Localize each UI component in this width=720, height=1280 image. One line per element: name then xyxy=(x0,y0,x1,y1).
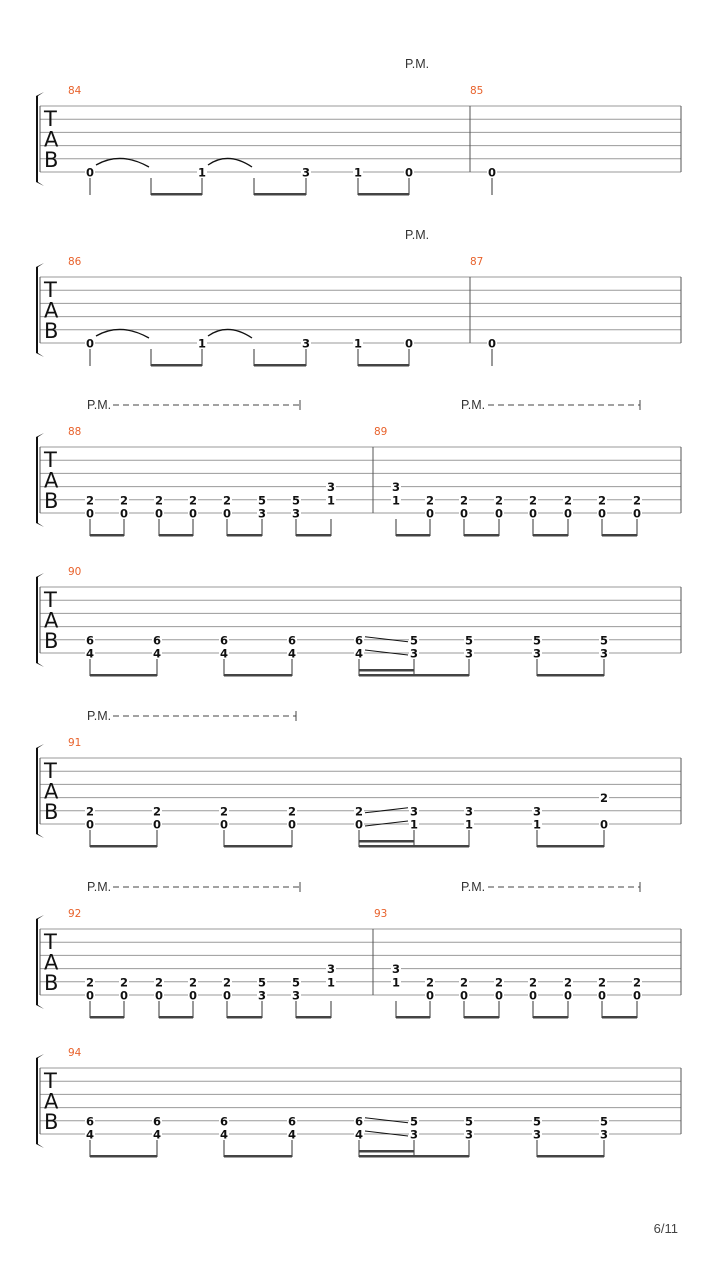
fret-number: 2 xyxy=(119,493,129,508)
fret-number: 2 xyxy=(188,493,198,508)
beam xyxy=(537,674,604,677)
fret-number: 2 xyxy=(222,493,232,508)
fret-number: 5 xyxy=(291,493,301,508)
fret-number: 3 xyxy=(409,804,419,819)
tab-clef-letter: T xyxy=(44,930,57,954)
fret-number: 0 xyxy=(425,506,435,521)
beam xyxy=(602,1016,637,1019)
measure-number: 89 xyxy=(374,426,388,438)
fret-number: 6 xyxy=(85,633,95,648)
fret-number: 6 xyxy=(219,633,229,648)
fret-number: 3 xyxy=(532,1127,542,1142)
measure-number: 92 xyxy=(68,908,82,920)
fret-number: 2 xyxy=(563,493,573,508)
fret-number: 0 xyxy=(119,988,129,1003)
fret-number: 0 xyxy=(597,506,607,521)
fret-number: 0 xyxy=(632,506,642,521)
fret-number: 3 xyxy=(532,804,542,819)
fret-number: 3 xyxy=(599,1127,609,1142)
fret-number: 3 xyxy=(464,1127,474,1142)
fret-number: 0 xyxy=(287,817,297,832)
fret-number: 0 xyxy=(152,817,162,832)
beam xyxy=(227,1016,262,1019)
fret-number: 2 xyxy=(494,975,504,990)
fret-number: 5 xyxy=(532,1114,542,1129)
tab-clef-letter: A xyxy=(44,298,59,323)
fret-number: 2 xyxy=(425,975,435,990)
fret-number: 1 xyxy=(353,336,363,351)
fret-number: 2 xyxy=(222,975,232,990)
fret-number: 2 xyxy=(85,975,95,990)
fret-number: 1 xyxy=(353,165,363,180)
palm-mute-label: P.M. xyxy=(87,709,112,723)
tab-clef-letter: T xyxy=(44,278,57,302)
fret-number: 0 xyxy=(404,165,414,180)
fret-number: 2 xyxy=(632,493,642,508)
tab-clef-letter: T xyxy=(44,107,57,131)
beam xyxy=(90,1155,157,1158)
beam xyxy=(537,1155,604,1158)
beam xyxy=(151,364,202,367)
fret-number: 0 xyxy=(188,988,198,1003)
palm-mute-label: P.M. xyxy=(461,880,486,894)
fret-number: 0 xyxy=(404,336,414,351)
fret-number: 0 xyxy=(599,817,609,832)
fret-number: 0 xyxy=(528,988,538,1003)
fret-number: 3 xyxy=(301,336,311,351)
fret-number: 3 xyxy=(291,506,301,521)
fret-number: 2 xyxy=(597,493,607,508)
fret-number: 2 xyxy=(119,975,129,990)
fret-number: 3 xyxy=(301,165,311,180)
fret-number: 6 xyxy=(287,633,297,648)
tab-clef-letter: A xyxy=(44,127,59,152)
beam xyxy=(358,364,409,367)
tab-clef-letter: B xyxy=(44,489,59,513)
tie-arc xyxy=(96,158,149,167)
fret-number: 5 xyxy=(464,1114,474,1129)
beam xyxy=(90,845,157,848)
fret-number: 6 xyxy=(219,1114,229,1129)
measure-number: 85 xyxy=(470,85,484,97)
fret-number: 0 xyxy=(597,988,607,1003)
fret-number: 3 xyxy=(464,804,474,819)
beam xyxy=(254,364,306,367)
fret-number: 5 xyxy=(409,1114,419,1129)
fret-number: 4 xyxy=(85,646,95,661)
measure-number: 88 xyxy=(68,426,82,438)
fret-number: 6 xyxy=(354,633,364,648)
fret-number: 6 xyxy=(287,1114,297,1129)
fret-number: 0 xyxy=(85,817,95,832)
fret-number: 0 xyxy=(459,506,469,521)
beam xyxy=(90,1016,124,1019)
palm-mute-label: P.M. xyxy=(405,228,430,242)
fret-number: 1 xyxy=(391,975,401,990)
fret-number: 2 xyxy=(85,493,95,508)
fret-number: 3 xyxy=(257,988,267,1003)
fret-number: 4 xyxy=(152,646,162,661)
staff-system-1 xyxy=(36,57,681,196)
fret-number: 0 xyxy=(487,165,497,180)
tab-clef-letter: A xyxy=(44,468,59,493)
fret-number: 0 xyxy=(632,988,642,1003)
fret-number: 2 xyxy=(528,493,538,508)
beam xyxy=(151,193,202,196)
fret-number: 5 xyxy=(291,975,301,990)
beam xyxy=(90,674,157,677)
fret-number: 0 xyxy=(85,988,95,1003)
fret-number: 0 xyxy=(85,336,95,351)
fret-number: 1 xyxy=(197,165,207,180)
fret-number: 4 xyxy=(152,1127,162,1142)
tab-clef-letter: T xyxy=(44,759,57,783)
fret-number: 0 xyxy=(188,506,198,521)
staff-system-5 xyxy=(36,709,681,848)
fret-number: 3 xyxy=(464,646,474,661)
fret-number: 2 xyxy=(599,791,609,806)
fret-number: 2 xyxy=(494,493,504,508)
beam xyxy=(296,534,331,537)
tab-clef-letter: B xyxy=(44,1110,59,1134)
fret-number: 0 xyxy=(494,988,504,1003)
fret-number: 3 xyxy=(409,1127,419,1142)
fret-number: 0 xyxy=(487,336,497,351)
fret-number: 2 xyxy=(152,804,162,819)
fret-number: 0 xyxy=(119,506,129,521)
fret-number: 1 xyxy=(326,975,336,990)
fret-number: 0 xyxy=(154,988,164,1003)
fret-number: 5 xyxy=(257,493,267,508)
tab-clef-letter: B xyxy=(44,148,59,172)
fret-number: 3 xyxy=(532,646,542,661)
fret-number: 0 xyxy=(354,817,364,832)
fret-number: 2 xyxy=(188,975,198,990)
fret-number: 4 xyxy=(354,646,364,661)
measure-number: 86 xyxy=(68,256,82,268)
beam xyxy=(296,1016,331,1019)
fret-number: 4 xyxy=(85,1127,95,1142)
fret-number: 2 xyxy=(632,975,642,990)
fret-number: 1 xyxy=(409,817,419,832)
beam xyxy=(358,193,409,196)
fret-number: 0 xyxy=(459,988,469,1003)
palm-mute-label: P.M. xyxy=(87,398,112,412)
fret-number: 5 xyxy=(257,975,267,990)
fret-number: 5 xyxy=(409,633,419,648)
fret-number: 1 xyxy=(532,817,542,832)
beam xyxy=(533,1016,568,1019)
fret-number: 2 xyxy=(528,975,538,990)
fret-number: 4 xyxy=(219,1127,229,1142)
fret-number: 3 xyxy=(599,646,609,661)
tab-clef-letter: B xyxy=(44,629,59,653)
tab-clef-letter: T xyxy=(44,588,57,612)
fret-number: 2 xyxy=(154,975,164,990)
measure-number: 87 xyxy=(470,256,484,268)
fret-number: 2 xyxy=(459,493,469,508)
fret-number: 2 xyxy=(563,975,573,990)
tab-clef-letter: A xyxy=(44,950,59,975)
beam xyxy=(159,1016,193,1019)
tab-clef-letter: T xyxy=(44,1069,57,1093)
beam-secondary xyxy=(359,1150,414,1153)
tab-clef-letter: A xyxy=(44,608,59,633)
tab-clef-letter: B xyxy=(44,319,59,343)
fret-number: 5 xyxy=(599,633,609,648)
fret-number: 1 xyxy=(464,817,474,832)
beam-secondary xyxy=(359,840,414,843)
beam xyxy=(224,845,292,848)
tie-arc xyxy=(96,329,149,338)
beam xyxy=(359,845,469,848)
tab-clef-letter: B xyxy=(44,800,59,824)
beam xyxy=(224,1155,292,1158)
tab-clef-letter: A xyxy=(44,1089,59,1114)
beam xyxy=(602,534,637,537)
tab-clef-letter: A xyxy=(44,779,59,804)
beam xyxy=(159,534,193,537)
measure-number: 94 xyxy=(68,1047,82,1059)
palm-mute-label: P.M. xyxy=(87,880,112,894)
beam xyxy=(464,534,499,537)
fret-number: 0 xyxy=(222,506,232,521)
fret-number: 6 xyxy=(152,633,162,648)
fret-number: 2 xyxy=(85,804,95,819)
beam xyxy=(254,193,306,196)
tie-arc xyxy=(208,329,252,338)
measure-number: 90 xyxy=(68,566,82,578)
beam xyxy=(396,534,430,537)
beam xyxy=(464,1016,499,1019)
fret-number: 6 xyxy=(354,1114,364,1129)
fret-number: 0 xyxy=(494,506,504,521)
fret-number: 0 xyxy=(563,506,573,521)
measure-number: 91 xyxy=(68,737,82,749)
fret-number: 0 xyxy=(85,506,95,521)
fret-number: 6 xyxy=(152,1114,162,1129)
beam xyxy=(359,1155,469,1158)
beam xyxy=(359,674,469,677)
beam xyxy=(533,534,568,537)
staff-system-3 xyxy=(36,398,681,537)
fret-number: 4 xyxy=(287,646,297,661)
fret-number: 2 xyxy=(425,493,435,508)
staff-system-2 xyxy=(36,228,681,367)
fret-number: 0 xyxy=(222,988,232,1003)
fret-number: 2 xyxy=(597,975,607,990)
beam xyxy=(227,534,262,537)
fret-number: 2 xyxy=(219,804,229,819)
fret-number: 2 xyxy=(459,975,469,990)
page-number: 6/11 xyxy=(653,1221,678,1236)
tab-clef-letter: T xyxy=(44,448,57,472)
palm-mute-label: P.M. xyxy=(461,398,486,412)
fret-number: 5 xyxy=(599,1114,609,1129)
fret-number: 0 xyxy=(563,988,573,1003)
fret-number: 0 xyxy=(528,506,538,521)
fret-number: 3 xyxy=(391,480,401,495)
fret-number: 4 xyxy=(287,1127,297,1142)
staff-system-6 xyxy=(36,880,681,1019)
fret-number: 2 xyxy=(154,493,164,508)
fret-number: 0 xyxy=(85,165,95,180)
palm-mute-label: P.M. xyxy=(405,57,430,71)
fret-number: 1 xyxy=(326,493,336,508)
fret-number: 3 xyxy=(409,646,419,661)
beam xyxy=(90,534,124,537)
fret-number: 3 xyxy=(326,480,336,495)
fret-number: 4 xyxy=(354,1127,364,1142)
fret-number: 3 xyxy=(326,962,336,977)
fret-number: 0 xyxy=(154,506,164,521)
measure-number: 84 xyxy=(68,85,82,97)
fret-number: 2 xyxy=(287,804,297,819)
beam-secondary xyxy=(359,669,414,672)
fret-number: 5 xyxy=(464,633,474,648)
beam xyxy=(224,674,292,677)
fret-number: 2 xyxy=(354,804,364,819)
beam xyxy=(537,845,604,848)
tie-arc xyxy=(208,158,252,167)
fret-number: 3 xyxy=(257,506,267,521)
tab-clef-letter: B xyxy=(44,971,59,995)
fret-number: 3 xyxy=(391,962,401,977)
fret-number: 0 xyxy=(219,817,229,832)
fret-number: 0 xyxy=(425,988,435,1003)
fret-number: 6 xyxy=(85,1114,95,1129)
fret-number: 5 xyxy=(532,633,542,648)
fret-number: 1 xyxy=(197,336,207,351)
measure-number: 93 xyxy=(374,908,388,920)
fret-number: 4 xyxy=(219,646,229,661)
beam xyxy=(396,1016,430,1019)
staff-system-4 xyxy=(36,566,681,677)
fret-number: 1 xyxy=(391,493,401,508)
fret-number: 3 xyxy=(291,988,301,1003)
staff-system-7 xyxy=(36,1047,681,1158)
